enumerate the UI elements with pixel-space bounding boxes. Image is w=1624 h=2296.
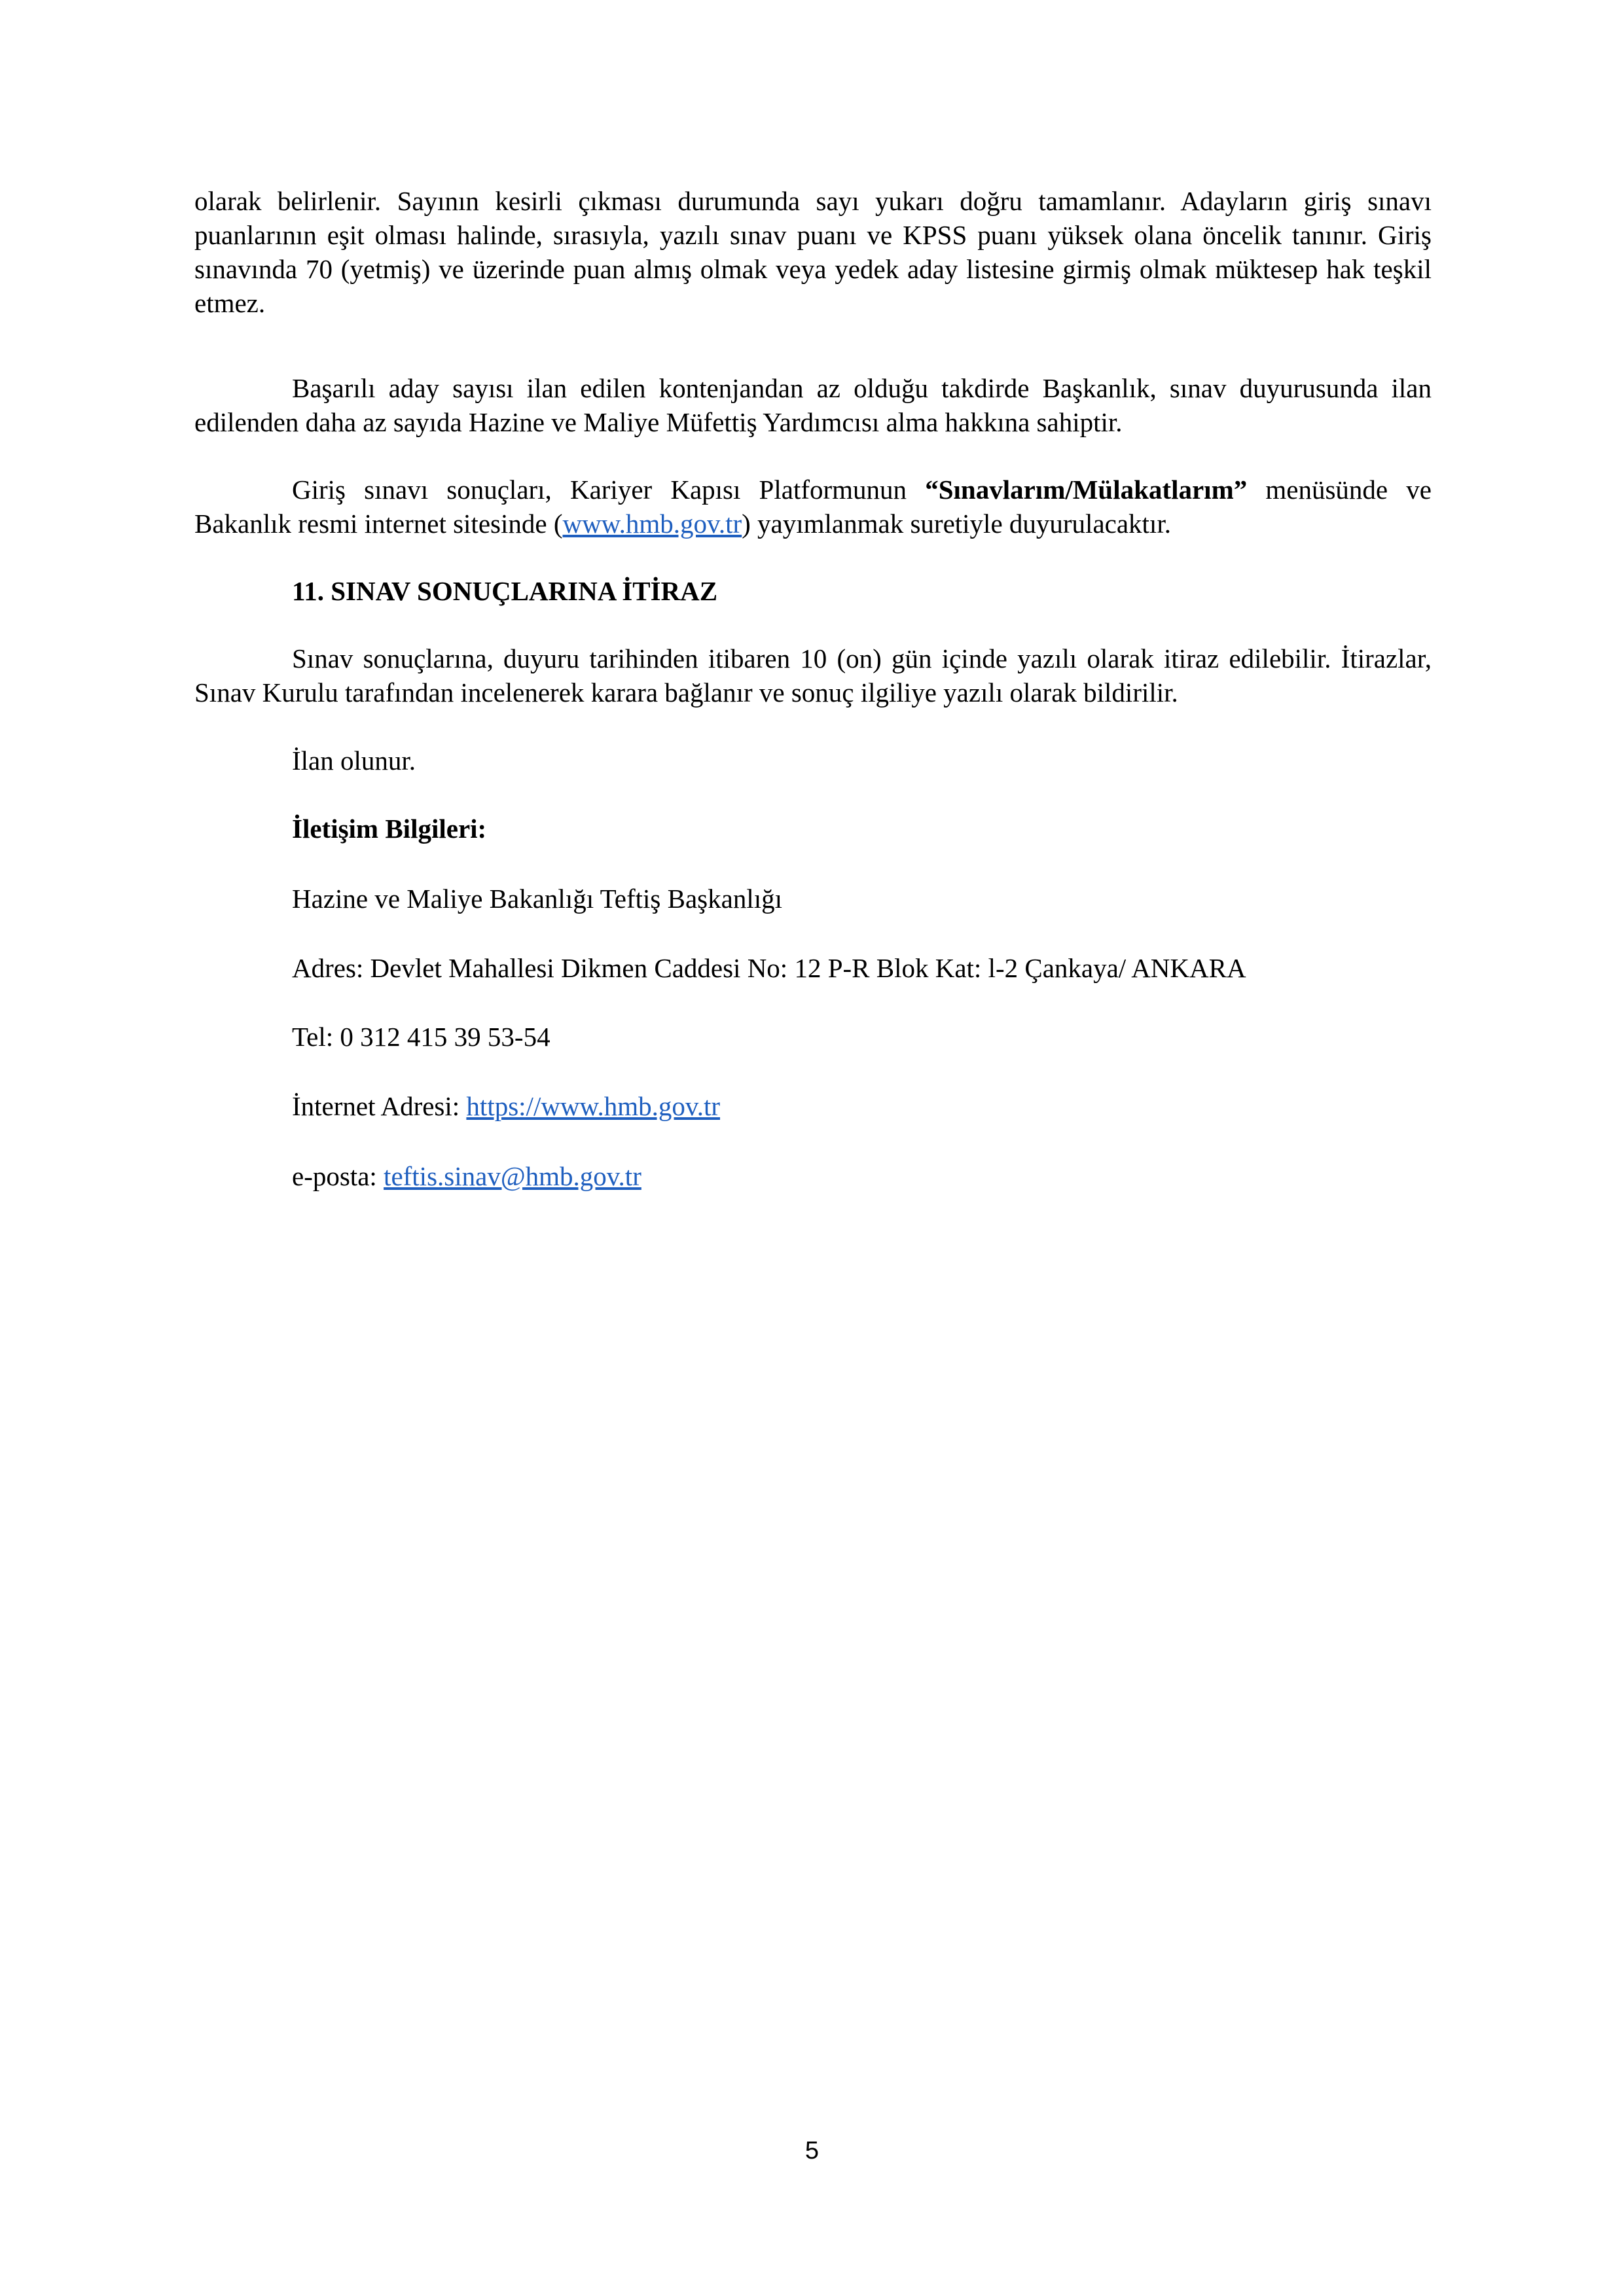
contact-address: Adres: Devlet Mahallesi Dikmen Caddesi No: 12 P-R Blok Kat: l-2 Çankaya/ ANKARA: [292, 953, 1246, 983]
internet-address-link[interactable]: https://www.hmb.gov.tr: [466, 1091, 721, 1121]
contact-email: [292, 1159, 641, 1193]
contact-organization: Hazine ve Maliye Bakanlığı Teftiş Başkanlığı: [292, 884, 782, 914]
email-link[interactable]: teftis.sinav@hmb.gov.tr: [384, 1161, 641, 1191]
announcement-line: İlan olunur.: [292, 745, 416, 776]
paragraph-text: olarak belirlenir. Sayının kesirli çıkması durumunda sayı yukarı doğru tamamlanır. Adayların giriş sınavı puanlarının eşit olması halinde, sırasıyla, yazılı sınav puanı ve KPSS puanı yüksek olana öncelik tanınır. Giriş sınavında 70 (yetmiş) ve üzerinde puan almış olmak veya yedek aday listesine girmiş olmak müktesep hak teşkil etmez.: [194, 186, 1432, 318]
paragraph-text: Sınav sonuçlarına, duyuru tarihinden itibaren 10 (on) gün içinde yazılı olarak itiraz edilebilir. İtirazlar, Sınav Kurulu tarafından incelenerek karara bağlanır ve sonuç ilgiliye yazılı olarak bildirilir.: [194, 643, 1432, 708]
paragraph-ranking-rules: [194, 184, 1432, 320]
paragraph-text-part: ) yayımlanmak suretiyle duyurulacaktır.: [742, 509, 1171, 539]
page-number: 5: [804, 2137, 820, 2164]
paragraph-text-part: menüsünde ve Bakanlık resmi internet sitesinde (: [194, 475, 1432, 539]
menu-name-bold: “Sınavlarım/Mülakatlarım”: [925, 475, 1248, 505]
paragraph-text: [194, 473, 1432, 541]
contact-heading: İletişim Bilgileri:: [292, 814, 487, 844]
paragraph-quota: [194, 371, 1432, 439]
email-label: e-posta:: [292, 1161, 384, 1191]
contact-internet: [292, 1089, 720, 1123]
paragraph-text: Başarılı aday sayısı ilan edilen kontenjandan az olduğu takdirde Başkanlık, sınav duyurusunda ilan edilenden daha az sayıda Hazine ve Maliye Müfettiş Yardımcısı alma hakkına sahiptir.: [194, 373, 1432, 437]
section-heading: 11. SINAV SONUÇLARINA İTİRAZ: [292, 576, 718, 606]
paragraph-results-announcement: [194, 473, 1432, 541]
paragraph-objection: [194, 641, 1432, 709]
contact-phone: Tel: 0 312 415 39 53-54: [292, 1022, 550, 1052]
paragraph-text-part: Giriş sınavı sonuçları, Kariyer Kapısı Platformunun: [292, 475, 926, 505]
ministry-website-link[interactable]: www.hmb.gov.tr: [562, 509, 742, 539]
internet-label: İnternet Adresi:: [292, 1091, 467, 1121]
